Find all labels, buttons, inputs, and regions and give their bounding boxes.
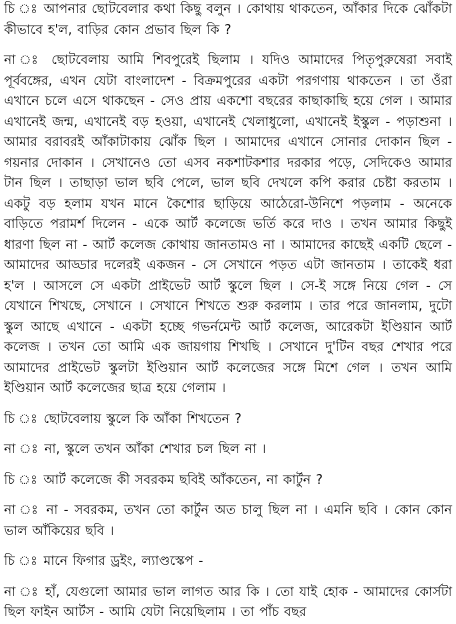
transcript-entry — [4, 471, 452, 492]
entry-text: হাঁ, যেগুলো আমার ভাল লাগত আর কি । তো যাই হোক - আমাদের কোর্সটা ছিল ফাইন আর্টস - আমি যেটা নিয়েছিলাম । তা পাঁচ বছর — [4, 584, 452, 620]
speaker-label: না — [4, 503, 16, 518]
speaker-label: চি — [4, 411, 15, 427]
interview-page — [4, 0, 452, 620]
entry-text: না, স্কুলে তখন আঁকা শেখার চল ছিল না । — [44, 442, 267, 457]
entry-text: আর্ট কলেজে কী সবরকম ছবিই আঁকতেন, না কার্টুন ? — [43, 472, 323, 488]
transcript-entry — [4, 51, 452, 400]
entry-text: ছোটবেলায় আমি শিবপুরেই ছিলাম । যদিও আমাদের পিতৃপুরুষেরা সবাই পূর্ববঙ্গের, এখন যেটা বাংলাদেশ - বিক্রমপুরের একটা পরগণায় থাকতেন । তা ওঁরা এখানে চলে এসে থাকছেন - সেও প্রায় একশো বছরের কাছাকাছি হয়ে গেল । আমার এখানেই জন্ম, এখানেই বড় হওয়া, এখানেই খেলাধুলো, এখানেই ইস্কুল - পড়াশুনা । আমার বরাবরই আঁকাটাকায় ঝোঁক ছিল । আমাদের এখানে সোনার দোকান ছিল - গয়নার দোকান । সেখানেও তো এসব নকশাটকশার দরকার পড়ে, সেদিকেও আমার টান ছিল । তাছাড়া ভাল ছবি পেলে, ভাল ছবি দেখলে কপি করার চেষ্টা করতাম । একটু বড় হলাম যখন মানে কৈশোর ছাড়িয়ে আঠেরো-উনিশে পড়লাম - অনেকে বাড়িতে পরামর্শ দিলেন - একে আর্ট কলেজে ভর্তি করে দাও । তখন আমার কিছুই ধারণা ছিল না - আর্ট কলেজ কোথায় জানতামও না । আমাদের কাছেই একটি ছেলে - আমাদের আড্ডার দলেরই একজন - সে সেখানে পড়ত এটা জানতাম । তাকেই ধরা হ'ল । আসলে সে একটা প্রাইভেট আর্ট স্কুলে ছিল । সে-ই সঙ্গে নিয়ে গেল - সে যেখানে শিখছে, সেখানে । সেখানে শিখতে শুরু করলাম । তার পরে জানলাম, দুটো স্কুল আছে এখানে - একটা হচ্ছে গভর্নমেন্ট আর্ট কলেজ, আরেকটা ইণ্ডিয়ান আর্ট কলেজ । তখন তো আমি এক জায়গায় শিখছি । সেখানে দু'টিন বছর শেখার পরে আমাদের প্রাইভেট স্কুলটা ইণ্ডিয়ান আর্ট কলেজের সঙ্গে মিশে গেল । তখন আমি ইণ্ডিয়ান আর্ট কলেজের ছাত্র হয়ে গেলাম । — [4, 53, 452, 396]
entry-text: আপনার ছোটবেলার কথা কিছু বলুন । কোথায় থাকতেন, আঁকার দিকে ঝোঁকটা কীভাবে হ'ল, বাড়ির কোন প্রভাব ছিল কি ? — [4, 2, 452, 38]
speaker-label: না — [4, 53, 16, 68]
transcript-entry — [4, 501, 452, 542]
transcript-entry — [4, 552, 452, 573]
speaker-label: না — [4, 442, 16, 457]
transcript-entry — [4, 583, 452, 624]
transcript-entry — [4, 440, 452, 461]
speaker-label: চি — [4, 472, 15, 488]
speaker-label: চি — [4, 554, 15, 569]
entry-text: ছোটবেলায় স্কুলে কি আঁকা শিখতেন ? — [43, 411, 242, 427]
transcript-entry — [4, 0, 452, 41]
speaker-label: চি — [4, 2, 15, 17]
speaker-label: না — [4, 584, 16, 600]
entry-text: মানে ফিগার ড্রইং, ল্যাণ্ডস্কেপ - — [43, 554, 204, 569]
entry-text: না - সবরকম, তখন তো কার্টুন অত চালু ছিল না । এমনি ছবি । কোন কোন ভাল আঁকিয়ের ছবি । — [4, 503, 452, 539]
transcript-entry — [4, 410, 452, 431]
